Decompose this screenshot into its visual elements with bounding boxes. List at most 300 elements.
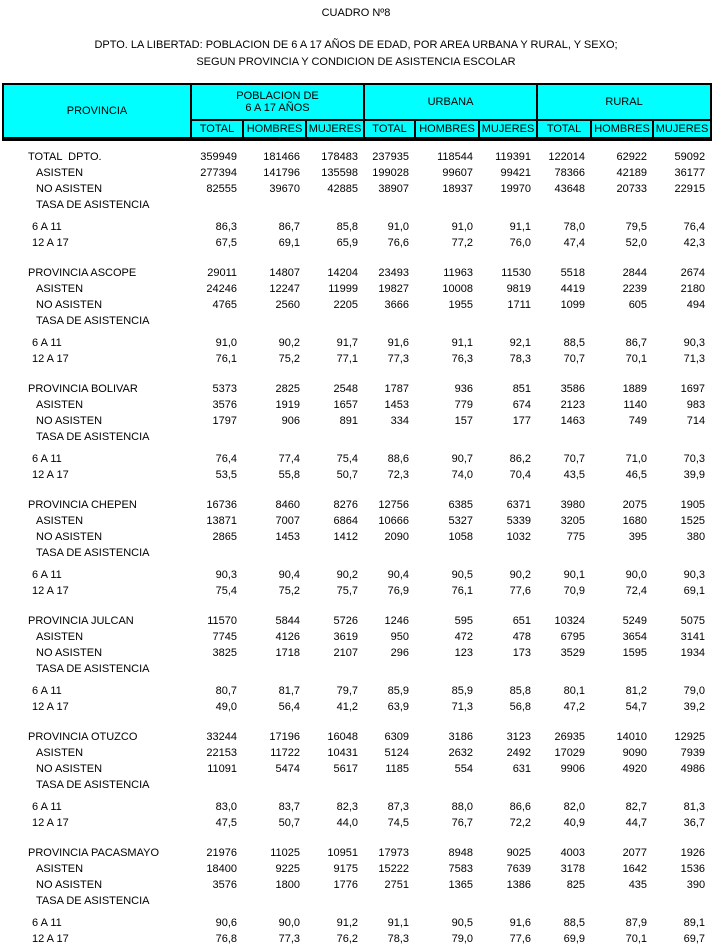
cell-value: 88,0 (451, 801, 474, 813)
cell-value (191, 545, 243, 561)
cell-value: 70,3 (683, 453, 706, 465)
cell-value: 90,5 (451, 569, 474, 581)
cell-value (479, 429, 537, 445)
row-label: NO ASISTEN (36, 299, 103, 311)
cell-value: 81,7 (278, 685, 300, 697)
cell-value: 43648 (554, 183, 586, 195)
table-row (3, 815, 711, 831)
cell-value: 2239 (622, 283, 648, 295)
cell-value: 1386 (506, 879, 532, 891)
cell-value: 75,4 (336, 453, 359, 465)
cell-value: 5249 (622, 615, 648, 627)
cell-value: 77,3 (278, 933, 300, 945)
cell-value: 1905 (680, 499, 706, 511)
cell-value: 1657 (333, 399, 359, 411)
row-label: 12 A 17 (32, 933, 69, 945)
header-subcol-mujeres: MUJERES (479, 120, 537, 139)
header-subcol-mujeres: MUJERES (653, 120, 711, 139)
cell-value: 779 (454, 399, 474, 411)
cell-value: 390 (686, 879, 706, 891)
row-label: PROVINCIA ASCOPE (28, 267, 137, 279)
cell-value: 119391 (495, 151, 532, 163)
cell-value: 494 (686, 299, 706, 311)
header-group-row (3, 84, 711, 120)
table-row (3, 467, 711, 483)
cell-value (364, 777, 415, 793)
cell-value: 69,7 (683, 933, 706, 945)
cell-value: 16048 (327, 731, 359, 743)
cell-value: 950 (390, 631, 410, 643)
cell-value: 12925 (674, 731, 706, 743)
cell-value: 62922 (616, 151, 648, 163)
cell-value (537, 777, 591, 793)
cell-value: 595 (454, 615, 474, 627)
cell-value (191, 313, 243, 329)
table-row (3, 335, 711, 351)
row-label: 12 A 17 (32, 585, 69, 597)
cell-value (591, 197, 653, 213)
cell-value (653, 545, 711, 561)
cell-value: 2632 (448, 747, 474, 759)
row-label: TASA DE ASISTENCIA (36, 895, 150, 907)
page-subtitle-line1: DPTO. LA LIBERTAD: POBLACION DE 6 A 17 AÑOS DE EDAD, POR AREA URBANA Y RURAL, Y SEXO; (94, 39, 618, 51)
cell-value: 86,6 (509, 801, 532, 813)
spacer-row (3, 251, 711, 265)
cell-value: 70,1 (625, 933, 648, 945)
table-row (3, 761, 711, 777)
header-group-poblacion-line2: 6 A 17 AÑOS (245, 102, 310, 114)
cell-value: 173 (512, 647, 532, 659)
cell-value: 8276 (333, 499, 359, 511)
cell-value: 334 (390, 415, 410, 427)
cell-value: 91,0 (215, 337, 237, 349)
cell-value: 83,0 (215, 801, 237, 813)
cell-value: 631 (512, 763, 532, 775)
cell-value: 10324 (554, 615, 586, 627)
cell-value: 1797 (212, 415, 237, 427)
cell-value: 6371 (506, 499, 532, 511)
row-label: 12 A 17 (32, 353, 69, 365)
row-label: 6 A 11 (32, 453, 62, 465)
cell-value: 77,1 (336, 353, 359, 365)
cell-value: 65,9 (336, 237, 359, 249)
row-label: NO ASISTEN (36, 879, 103, 891)
cell-value (243, 545, 306, 561)
table-row (3, 699, 711, 715)
cell-value (415, 197, 479, 213)
cell-value: 76,4 (683, 221, 706, 233)
cell-value: 3586 (560, 383, 586, 395)
cell-value (537, 429, 591, 445)
cell-value: 14204 (327, 267, 359, 279)
table-row (3, 861, 711, 877)
cell-value: 380 (686, 531, 706, 543)
cell-value: 5075 (680, 615, 706, 627)
cell-value: 90,3 (683, 337, 706, 349)
table-row (3, 313, 711, 329)
cell-value: 17029 (554, 747, 586, 759)
table-row (3, 429, 711, 445)
cell-value: 91,6 (509, 917, 532, 929)
cell-value (364, 197, 415, 213)
cell-value (479, 197, 537, 213)
cell-value: 2180 (680, 283, 706, 295)
header-subcol-hombres: HOMBRES (591, 120, 653, 139)
cell-value: 67,5 (215, 237, 237, 249)
cell-value (243, 197, 306, 213)
cell-value: 1697 (680, 383, 706, 395)
cell-value: 5124 (384, 747, 410, 759)
cell-value: 177 (512, 415, 532, 427)
cell-value: 41,2 (336, 701, 359, 713)
cell-value: 79,0 (683, 685, 706, 697)
cell-value: 38907 (378, 183, 410, 195)
row-label: ASISTEN (36, 515, 84, 527)
cell-value: 3123 (506, 731, 532, 743)
cell-value: 17196 (269, 731, 300, 743)
cell-value: 714 (686, 415, 706, 427)
cell-value: 71,3 (683, 353, 706, 365)
cell-value: 7007 (275, 515, 300, 527)
cell-value: 4765 (212, 299, 237, 311)
table-row (3, 931, 711, 947)
table-row (3, 661, 711, 677)
cell-value: 5373 (212, 383, 237, 395)
table-row (3, 281, 711, 297)
cell-value: 1412 (333, 531, 359, 543)
row-label: 12 A 17 (32, 469, 69, 481)
cell-value: 277394 (200, 167, 237, 179)
header-subcol-mujeres: MUJERES (306, 120, 364, 139)
cell-value: 33244 (206, 731, 237, 743)
cell-value: 1595 (622, 647, 648, 659)
cell-value: 75,7 (336, 585, 359, 597)
cell-value: 12247 (269, 283, 300, 295)
cell-value: 12756 (378, 499, 410, 511)
cell-value: 76,8 (215, 933, 237, 945)
cell-value (479, 545, 537, 561)
cell-value: 1642 (622, 863, 648, 875)
cell-value: 86,7 (625, 337, 648, 349)
cell-value: 76,1 (451, 585, 474, 597)
spacer-cell (3, 599, 711, 613)
cell-value: 88,5 (563, 917, 586, 929)
cell-value: 1536 (680, 863, 706, 875)
cell-value: 3980 (560, 499, 586, 511)
spacer-cell (3, 367, 711, 381)
cell-value (479, 777, 537, 793)
cell-value: 89,1 (683, 917, 706, 929)
table-row (3, 629, 711, 645)
cell-value: 90,5 (451, 917, 474, 929)
cell-value: 10666 (378, 515, 410, 527)
cell-value (415, 313, 479, 329)
header-provincia: PROVINCIA (3, 84, 191, 139)
cell-value: 83,7 (278, 801, 300, 813)
cell-value: 79,0 (451, 933, 474, 945)
cell-value: 91,2 (336, 917, 359, 929)
cell-value: 11570 (207, 615, 237, 627)
row-label: PROVINCIA CHEPEN (28, 499, 137, 511)
cell-value: 851 (512, 383, 532, 395)
cell-value: 90,4 (387, 569, 410, 581)
cell-value: 36177 (674, 167, 706, 179)
cell-value: 1776 (333, 879, 359, 891)
cell-value: 8460 (275, 499, 300, 511)
cell-value: 71,3 (451, 701, 474, 713)
cell-value: 7745 (212, 631, 237, 643)
cell-value (653, 661, 711, 677)
cell-value: 70,7 (563, 353, 586, 365)
table-row (3, 893, 711, 909)
cell-value: 2548 (333, 383, 359, 395)
cell-value: 69,9 (563, 933, 586, 945)
cell-value: 5339 (506, 515, 532, 527)
cell-value: 1718 (275, 647, 300, 659)
header-group-rural: RURAL (537, 84, 711, 120)
row-label: NO ASISTEN (36, 647, 103, 659)
cell-value: 14010 (616, 731, 648, 743)
cell-value (537, 545, 591, 561)
cell-value (415, 429, 479, 445)
row-label: TASA DE ASISTENCIA (36, 431, 150, 443)
cell-value (191, 429, 243, 445)
cell-value: 77,6 (509, 585, 532, 597)
table-row (3, 915, 711, 931)
cell-value: 91,1 (387, 917, 410, 929)
row-label: TASA DE ASISTENCIA (36, 315, 150, 327)
cell-value: 86,7 (278, 221, 300, 233)
cell-value: 91,0 (387, 221, 410, 233)
cell-value: 9906 (560, 763, 586, 775)
cell-value: 76,2 (336, 933, 359, 945)
cell-value: 1787 (384, 383, 410, 395)
cell-value: 181466 (263, 151, 300, 163)
cell-value: 2825 (275, 383, 300, 395)
cell-value: 3186 (448, 731, 474, 743)
cell-value: 1185 (385, 763, 410, 775)
cell-value: 36,7 (683, 817, 706, 829)
cell-value: 47,4 (563, 237, 586, 249)
cell-value: 18937 (442, 183, 474, 195)
table-row (3, 219, 711, 235)
cell-value: 20733 (616, 183, 648, 195)
table-row (3, 165, 711, 181)
table-row (3, 745, 711, 761)
cell-value: 76,1 (215, 353, 237, 365)
row-label: NO ASISTEN (36, 763, 103, 775)
cell-value: 135598 (321, 167, 359, 179)
cell-value: 71,0 (625, 453, 648, 465)
table-row (3, 683, 711, 699)
table-row (3, 397, 711, 413)
cell-value: 4003 (560, 847, 586, 859)
cell-value: 78366 (554, 167, 586, 179)
cell-value: 435 (628, 879, 648, 891)
cell-value: 10951 (327, 847, 359, 859)
cell-value: 19827 (378, 283, 410, 295)
cell-value: 74,0 (451, 469, 474, 481)
cell-value: 29011 (207, 267, 237, 279)
cell-value (653, 313, 711, 329)
cell-value: 2674 (680, 267, 706, 279)
cell-value (306, 661, 364, 677)
row-label: ASISTEN (36, 863, 84, 875)
cell-value: 86,3 (215, 221, 237, 233)
cell-value: 76,4 (215, 453, 237, 465)
table-row (3, 297, 711, 313)
cell-value: 85,9 (387, 685, 410, 697)
cell-value: 90,7 (451, 453, 474, 465)
cell-value: 1453 (275, 531, 300, 543)
row-label: 6 A 11 (32, 337, 62, 349)
row-label: PROVINCIA JULCAN (28, 615, 134, 627)
cell-value: 5844 (275, 615, 300, 627)
cell-value: 4920 (622, 763, 648, 775)
table-row (3, 149, 711, 165)
cell-value: 90,3 (215, 569, 237, 581)
header-subcol-hombres: HOMBRES (243, 120, 306, 139)
spacer-row (3, 715, 711, 729)
cell-value: 1889 (622, 383, 648, 395)
cell-value: 5327 (448, 515, 474, 527)
cell-value: 75,4 (215, 585, 237, 597)
cell-value: 21976 (206, 847, 237, 859)
cell-value: 77,4 (278, 453, 300, 465)
cell-value: 78,0 (563, 221, 586, 233)
cell-value: 42189 (616, 167, 648, 179)
cell-value: 90,0 (278, 917, 300, 929)
cell-value: 983 (686, 399, 706, 411)
cell-value: 43,5 (563, 469, 586, 481)
cell-value: 157 (454, 415, 474, 427)
cell-value: 50,7 (278, 817, 300, 829)
cell-value: 54,7 (625, 701, 648, 713)
row-label: PROVINCIA OTUZCO (28, 731, 138, 743)
row-label: 6 A 11 (32, 917, 62, 929)
table-row (3, 799, 711, 815)
spacer-row (3, 599, 711, 613)
cell-value: 2492 (506, 747, 532, 759)
cell-value: 79,5 (625, 221, 648, 233)
table-body (3, 139, 711, 947)
cell-value (191, 197, 243, 213)
cell-value: 77,6 (509, 933, 532, 945)
table-row (3, 529, 711, 545)
table-row (3, 583, 711, 599)
cell-value: 75,2 (278, 353, 300, 365)
cell-value: 6795 (560, 631, 586, 643)
cell-value: 178483 (321, 151, 359, 163)
cell-value (364, 313, 415, 329)
cell-value: 85,8 (336, 221, 359, 233)
cell-value: 3825 (212, 647, 237, 659)
cell-value: 123 (454, 647, 474, 659)
cell-value: 9090 (622, 747, 648, 759)
cell-value: 24246 (206, 283, 237, 295)
cell-value: 42,3 (683, 237, 706, 249)
table-row (3, 845, 711, 861)
cell-value: 87,9 (625, 917, 648, 929)
cell-value: 87,3 (387, 801, 410, 813)
spacer-cell (3, 715, 711, 729)
spacer-row (3, 483, 711, 497)
cell-value: 91,0 (451, 221, 474, 233)
cell-value (364, 429, 415, 445)
cell-value: 1246 (384, 615, 410, 627)
cell-value: 906 (281, 415, 300, 427)
cell-value: 47,2 (563, 701, 586, 713)
cell-value (364, 661, 415, 677)
page-title: CUADRO Nº8 (321, 7, 391, 19)
row-label: ASISTEN (36, 399, 84, 411)
cell-value: 49,0 (215, 701, 237, 713)
cell-value: 2075 (622, 499, 648, 511)
cell-value (243, 777, 306, 793)
table-row (3, 381, 711, 397)
cell-value: 1800 (275, 879, 300, 891)
cell-value: 1711 (507, 299, 532, 311)
cell-value: 80,1 (563, 685, 586, 697)
cell-value: 359949 (200, 151, 237, 163)
cell-value: 4126 (275, 631, 300, 643)
cell-value: 11091 (207, 763, 237, 775)
cell-value (415, 545, 479, 561)
cell-value: 3619 (333, 631, 359, 643)
cell-value: 42885 (327, 183, 359, 195)
row-label: TASA DE ASISTENCIA (36, 547, 150, 559)
cell-value (306, 545, 364, 561)
cell-value: 72,3 (387, 469, 410, 481)
cell-value: 82555 (206, 183, 237, 195)
cell-value: 92,1 (509, 337, 532, 349)
page-subtitle-line2: SEGUN PROVINCIA Y CONDICION DE ASISTENCIA ESCOLAR (196, 56, 516, 68)
cell-value: 936 (454, 383, 474, 395)
cell-value: 1032 (506, 531, 532, 543)
cell-value: 90,2 (336, 569, 359, 581)
cell-value: 90,3 (683, 569, 706, 581)
row-label: 12 A 17 (32, 701, 69, 713)
cell-value: 86,2 (509, 453, 532, 465)
cell-value: 81,2 (625, 685, 648, 697)
cell-value: 11722 (270, 747, 300, 759)
cell-value (537, 313, 591, 329)
cell-value: 39670 (269, 183, 300, 195)
header-subcol-total: TOTAL (364, 120, 415, 139)
table-row (3, 413, 711, 429)
cell-value: 1365 (448, 879, 474, 891)
cell-value: 91,7 (336, 337, 359, 349)
cell-value (364, 545, 415, 561)
header-group-urbana: URBANA (364, 84, 537, 120)
cell-value: 775 (566, 531, 586, 543)
cell-value: 69,1 (683, 585, 706, 597)
table-row (3, 645, 711, 661)
cell-value: 7639 (506, 863, 532, 875)
table-row (3, 777, 711, 793)
table-header (3, 84, 711, 139)
cell-value: 3576 (212, 879, 237, 891)
cell-value: 56,8 (509, 701, 532, 713)
statistics-table (2, 83, 712, 947)
cell-value: 69,1 (278, 237, 300, 249)
cell-value: 7583 (448, 863, 474, 875)
cell-value: 85,8 (509, 685, 532, 697)
cell-value: 16736 (206, 499, 237, 511)
cell-value: 141796 (263, 167, 300, 179)
row-label: TASA DE ASISTENCIA (36, 199, 150, 211)
cell-value: 1058 (448, 531, 474, 543)
